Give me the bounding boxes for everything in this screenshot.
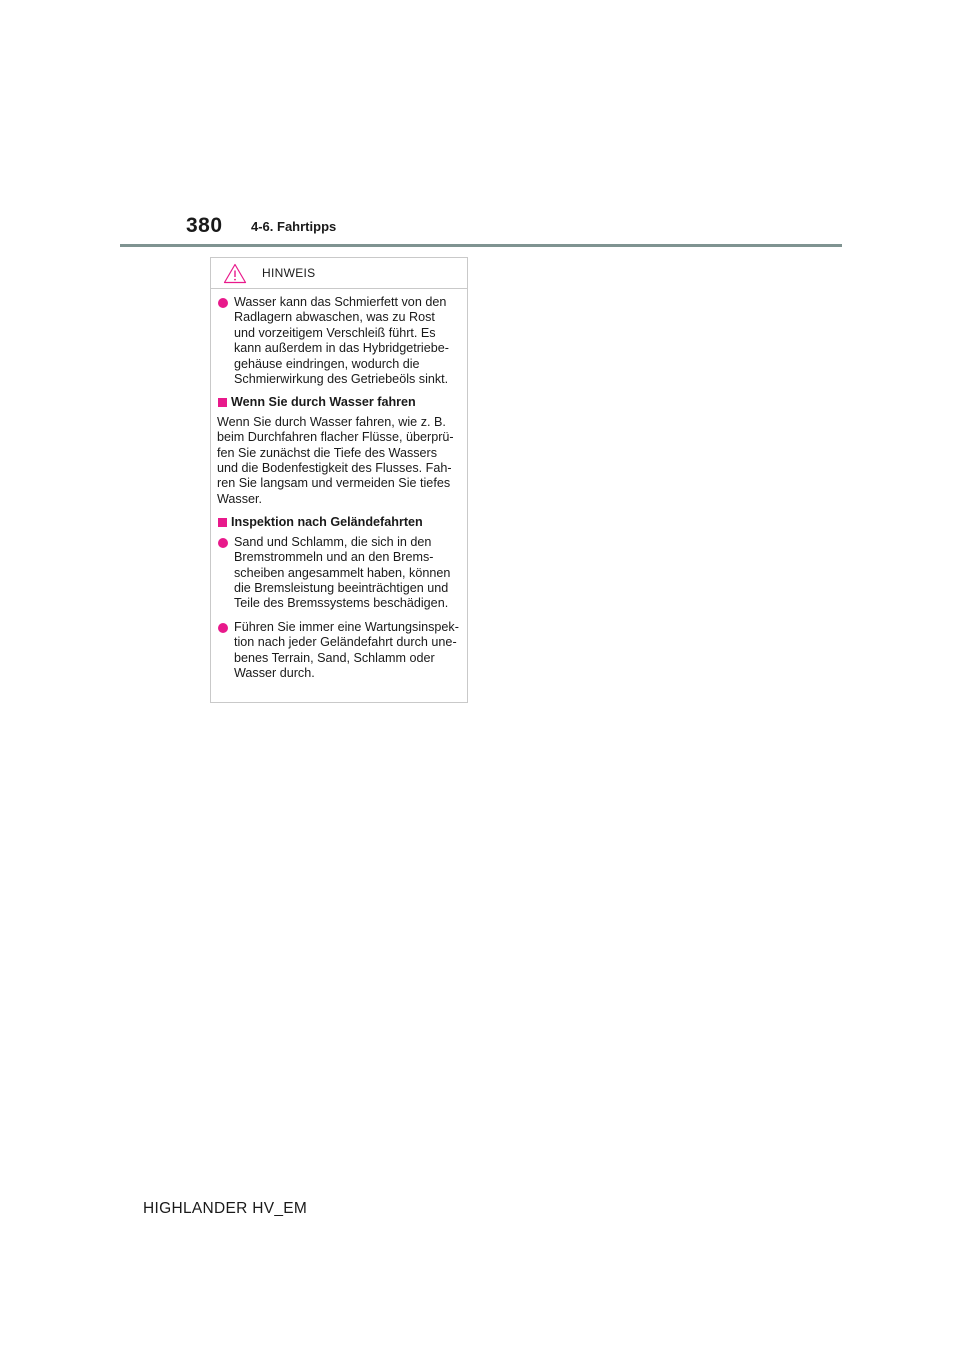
bullet-text: Sand und Schlamm, die sich in den Bremstrommeln und an den Brems-scheiben angesammelt haben, können die Bremsleistung beeinträchtigen und Teile des Bremssystems beschädigen. xyxy=(234,534,451,611)
bullet-icon xyxy=(218,298,228,308)
bullet-text: Wasser kann das Schmierfett von den Radlagern abwaschen, was zu Rost und vorzeitigem Verschleiß führt. Es kann außerdem in das Hybridgetriebe-gehäuse eindringen, wodurch die Schmierwirkung des Getriebeöls sinkt. xyxy=(234,295,449,387)
header-rule xyxy=(120,244,842,247)
notice-box xyxy=(210,257,468,703)
bullet-text: Führen Sie immer eine Wartungsinspek-tion nach jeder Geländefahrt durch une-benes Terrain, Sand, Schlamm oder Wasser durch. xyxy=(234,619,459,680)
footer-model-code: HIGHLANDER HV_EM xyxy=(143,1200,308,1217)
bullet-icon xyxy=(218,538,228,548)
notice-label: HINWEIS xyxy=(262,266,316,280)
section-title: 4-6. Fahrtipps xyxy=(251,219,337,234)
paragraph-water: Wenn Sie durch Wasser fahren, wie z. B. beim Durchfahren flacher Flüsse, überprü-fen Sie zunächst die Tiefe des Wassers und die Bodenfestigkeit des Flusses. Fah-ren Sie langsam und vermeiden Sie tiefes Wasser. xyxy=(217,414,454,506)
list-item xyxy=(217,535,459,612)
list-item xyxy=(217,295,459,387)
square-marker-icon xyxy=(218,398,227,407)
list-item xyxy=(217,620,459,682)
warning-triangle-icon xyxy=(223,263,247,284)
square-marker-icon xyxy=(218,518,227,527)
notice-body xyxy=(211,289,467,681)
subheading-inspection xyxy=(217,515,459,530)
subheading-text: Wenn Sie durch Wasser fahren xyxy=(231,395,416,410)
bullet-icon xyxy=(218,623,228,633)
page-number: 380 xyxy=(186,214,223,237)
subheading-text: Inspektion nach Geländefahrten xyxy=(231,515,423,530)
notice-header xyxy=(211,258,467,289)
subheading-water xyxy=(217,395,459,410)
